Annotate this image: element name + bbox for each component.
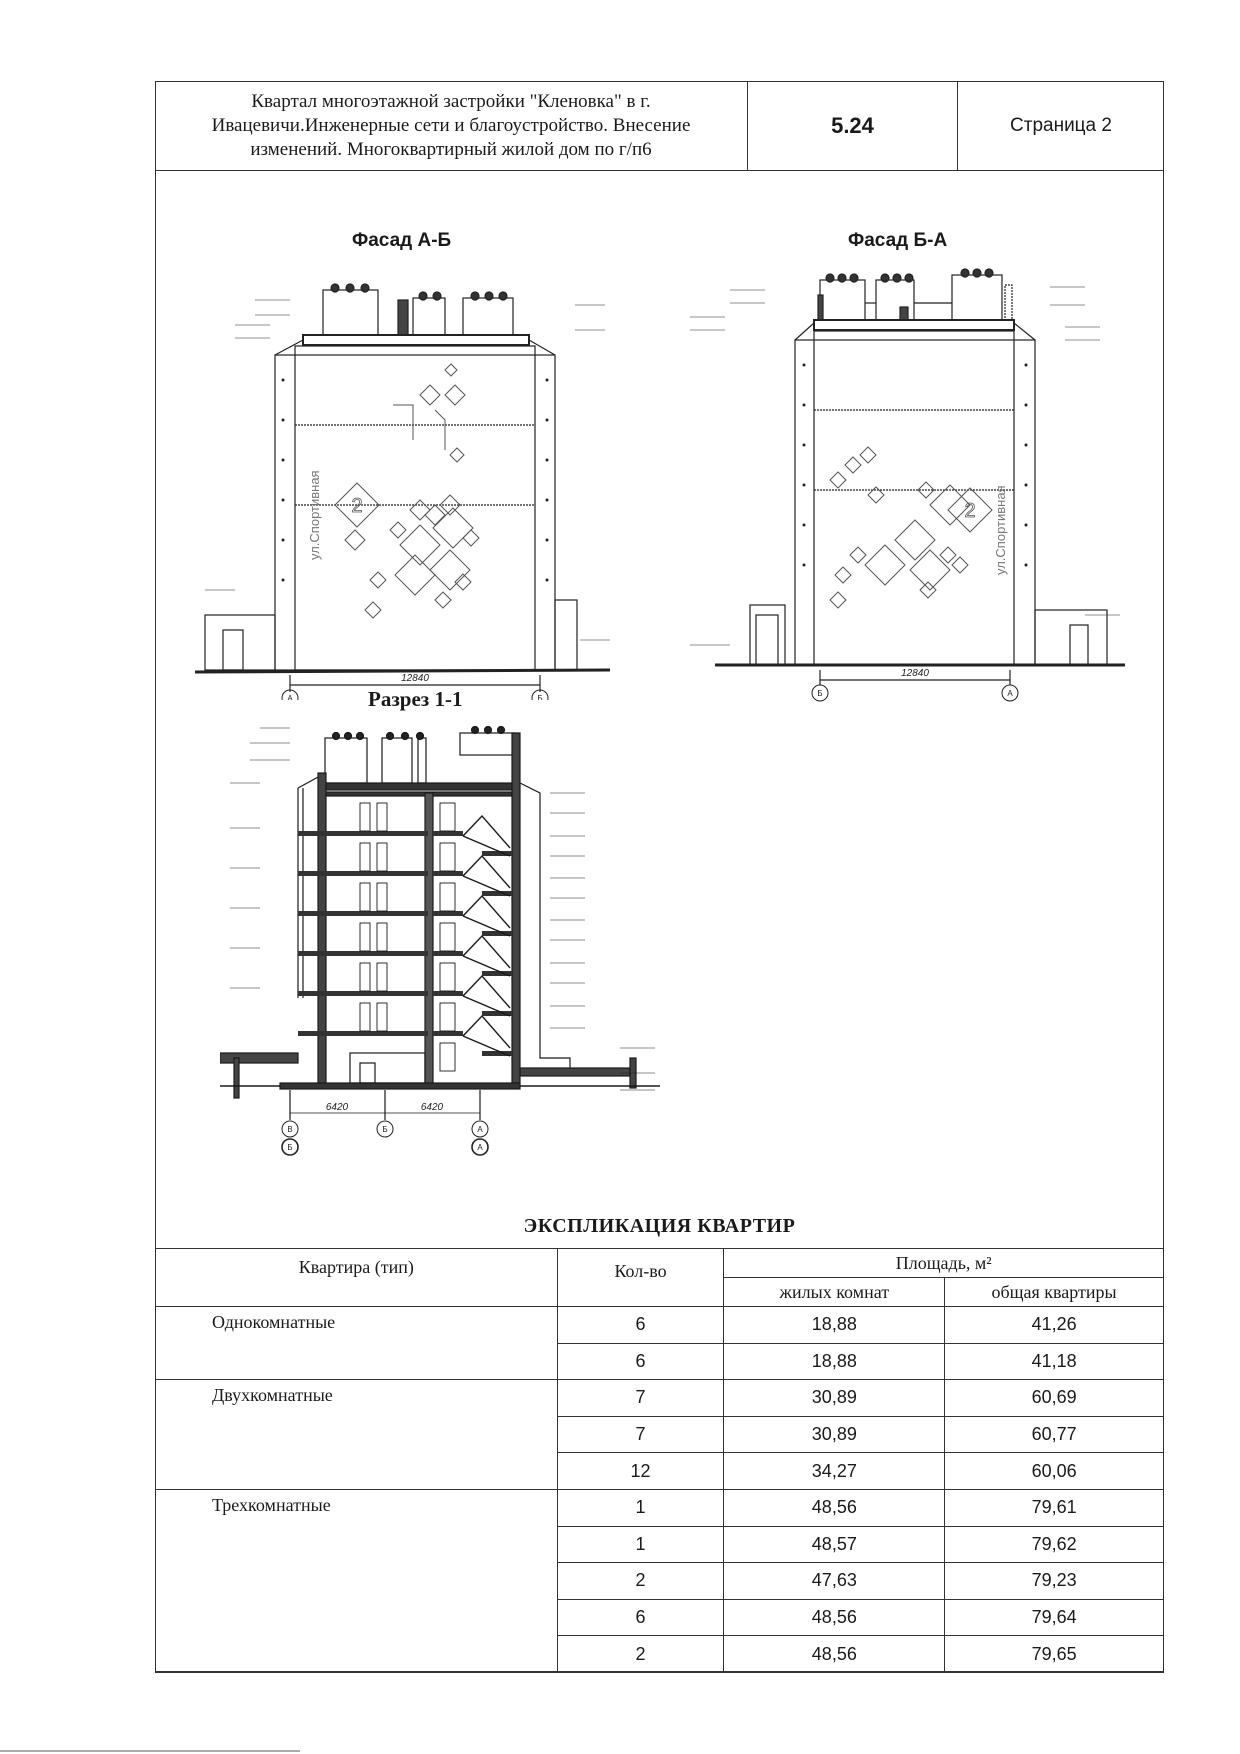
apartment-count: 12	[557, 1453, 724, 1490]
total-area: 79,64	[945, 1599, 1164, 1636]
section-drawing	[220, 718, 660, 1178]
apartment-count: 1	[557, 1526, 724, 1563]
explication-title: ЭКСПЛИКАЦИЯ КВАРТИР	[523, 1215, 796, 1237]
facade-ab-axis-right: Б	[537, 694, 543, 700]
apartment-type: Трехкомнатные	[156, 1489, 558, 1672]
living-area: 18,88	[724, 1307, 945, 1344]
section-dimension-right: 6420	[420, 1102, 444, 1113]
apartment-count: 6	[557, 1599, 724, 1636]
section-number: 5.24	[748, 81, 958, 170]
total-area: 60,69	[945, 1380, 1164, 1417]
living-area: 48,57	[724, 1526, 945, 1563]
facade-ab-emblem-number: 2	[351, 495, 363, 517]
total-area: 79,65	[945, 1636, 1164, 1673]
facade-ba-axis-right: А	[1007, 689, 1013, 698]
facade-ba-emblem-number: 2	[964, 500, 976, 522]
col-header-type: Квартира (тип)	[156, 1249, 558, 1307]
apartment-count: 7	[557, 1416, 724, 1453]
col-header-living-area: жилых комнат	[724, 1278, 945, 1307]
living-area: 47,63	[724, 1563, 945, 1600]
apartment-count: 2	[557, 1563, 724, 1600]
living-area: 48,56	[724, 1636, 945, 1673]
total-area: 41,18	[945, 1343, 1164, 1380]
title-block	[155, 81, 1164, 171]
facade-ba-drawing	[690, 265, 1130, 705]
total-area: 41,26	[945, 1307, 1164, 1344]
col-header-count: Кол-во	[557, 1249, 724, 1307]
living-area: 30,89	[724, 1380, 945, 1417]
apartment-type: Однокомнатные	[156, 1307, 558, 1380]
living-area: 34,27	[724, 1453, 945, 1490]
col-header-area: Площадь, м²	[724, 1249, 1164, 1278]
apartment-type: Двухкомнатные	[156, 1380, 558, 1490]
apartment-count: 1	[557, 1489, 724, 1526]
section-axis-left-top: В	[287, 1125, 293, 1134]
table-row	[156, 1307, 1164, 1344]
apartment-count: 6	[557, 1343, 724, 1380]
facade-ab-title: Фасад А-Б	[352, 230, 452, 251]
facade-ab-dimension: 12840	[401, 673, 429, 684]
facade-ba-dimension: 12840	[901, 668, 929, 679]
facade-ab-drawing	[195, 260, 625, 700]
facade-ab-street-label: ул.Спортивная	[307, 470, 322, 560]
facade-ab-axis-left: А	[287, 694, 293, 700]
total-area: 60,06	[945, 1453, 1164, 1490]
total-area: 79,23	[945, 1563, 1164, 1600]
project-title: Квартал многоэтажной застройки "Кленовка" в г. Ивацевичи.Инженерные сети и благоустройство. Внесение изменений. Многоквартирный жилой дом по г/п6	[155, 81, 748, 170]
total-area: 60,77	[945, 1416, 1164, 1453]
living-area: 48,56	[724, 1599, 945, 1636]
explication-table	[155, 1248, 1164, 1673]
apartment-count: 7	[557, 1380, 724, 1417]
col-header-total-area: общая квартиры	[945, 1278, 1164, 1307]
total-area: 79,62	[945, 1526, 1164, 1563]
scan-edge-line	[0, 1750, 300, 1752]
total-area: 79,61	[945, 1489, 1164, 1526]
section-dimension-left: 6420	[325, 1102, 349, 1113]
living-area: 18,88	[724, 1343, 945, 1380]
facade-ba-axis-left: Б	[817, 689, 823, 698]
section-axis-right-top: А	[477, 1125, 483, 1134]
living-area: 30,89	[724, 1416, 945, 1453]
section-title: Разрез 1-1	[368, 687, 463, 711]
apartment-count: 6	[557, 1307, 724, 1344]
facade-ba-street-label: ул.Спортивная	[993, 485, 1008, 575]
section-axis-left-bottom: Б	[287, 1143, 293, 1152]
section-axis-right-bottom: А	[477, 1143, 483, 1152]
section-axis-middle: Б	[382, 1125, 388, 1134]
living-area: 48,56	[724, 1489, 945, 1526]
page-label: Страница 2	[1010, 114, 1112, 136]
table-row	[156, 1380, 1164, 1417]
table-row	[156, 1489, 1164, 1526]
facade-ba-title: Фасад Б-А	[848, 230, 948, 251]
apartment-count: 2	[557, 1636, 724, 1673]
